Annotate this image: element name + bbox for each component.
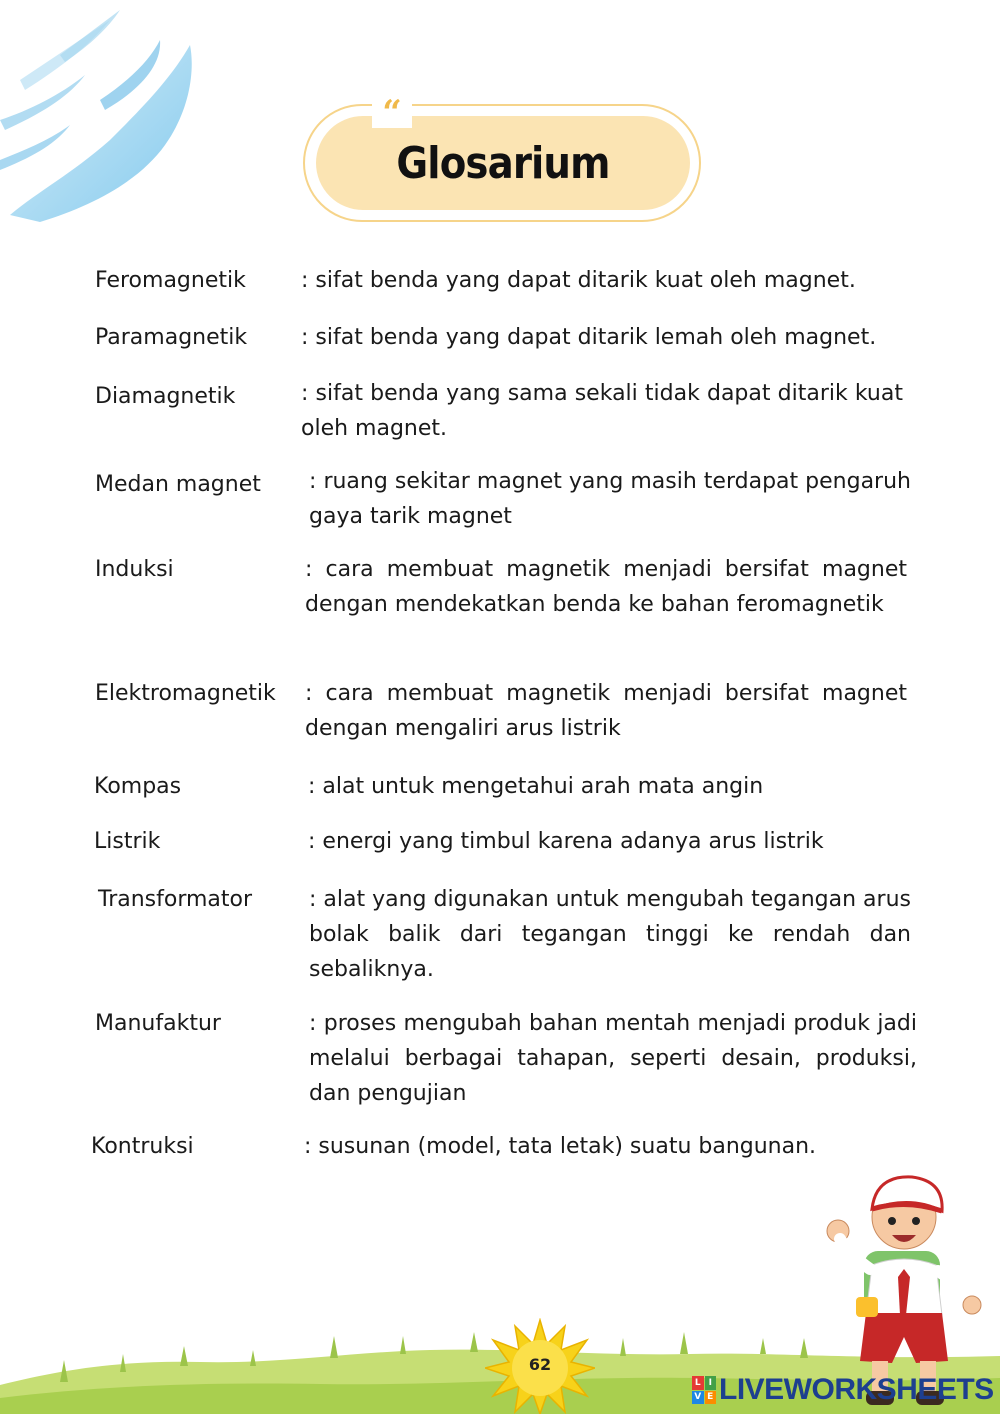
glossary-definition: : sifat benda yang dapat ditarik kuat oleh magnet. <box>301 268 856 293</box>
glossary-definition: : cara membuat magnetik menjadi bersifat magnet dengan mendekatkan benda ke bahan feromagnetik <box>305 557 907 617</box>
glossary-term: Kontruksi <box>91 1134 194 1159</box>
glossary-term: Paramagnetik <box>95 325 248 350</box>
badge-letter: L <box>692 1376 704 1390</box>
liveworksheets-badge-icon <box>692 1376 716 1404</box>
badge-letter: V <box>692 1391 704 1405</box>
glossary-term: Listrik <box>94 829 161 854</box>
page-title: Glosarium <box>396 137 610 189</box>
liveworksheets-logo <box>692 1373 994 1407</box>
glossary-term: Elektromagnetik <box>95 681 276 706</box>
watercolor-splash-decoration <box>0 0 230 240</box>
glossary-definition: : ruang sekitar magnet yang masih terdapat pengaruh gaya tarik magnet <box>309 469 911 529</box>
glossary-term: Diamagnetik <box>95 384 236 409</box>
glossary-definition: : cara membuat magnetik menjadi bersifat magnet dengan mengaliri arus listrik <box>305 681 907 741</box>
glossary-definition: : alat yang digunakan untuk mengubah tegangan arus bolak balik dari tegangan tinggi ke rendah dan sebaliknya. <box>309 887 911 982</box>
glossary-definition: : alat untuk mengetahui arah mata angin <box>308 774 764 799</box>
glossary-term: Medan magnet <box>95 472 261 497</box>
glossary-definition: : proses mengubah bahan mentah menjadi produk jadi melalui berbagai tahapan, seperti desain, produksi, dan pengujian <box>309 1011 917 1106</box>
glossary-term: Transformator <box>98 887 253 912</box>
glossary-definition: : energi yang timbul karena adanya arus listrik <box>308 829 824 854</box>
glossary-definition: : sifat benda yang dapat ditarik lemah oleh magnet. <box>301 325 877 350</box>
glossary-term: Feromagnetik <box>95 268 246 293</box>
glossary-term: Manufaktur <box>95 1011 221 1036</box>
glossary-definition: : susunan (model, tata letak) suatu bangunan. <box>304 1134 817 1159</box>
glossary-term: Induksi <box>95 557 174 582</box>
badge-letter: I <box>705 1376 717 1390</box>
glossary-term: Kompas <box>94 774 182 799</box>
glossary-definition: : sifat benda yang sama sekali tidak dapat ditarik kuat oleh magnet. <box>301 381 903 441</box>
badge-letter: E <box>705 1391 717 1405</box>
liveworksheets-wordmark: LIVEWORKSHEETS <box>719 1373 994 1406</box>
page-number: 62 <box>528 1355 552 1374</box>
quote-icon: “ <box>372 98 412 128</box>
